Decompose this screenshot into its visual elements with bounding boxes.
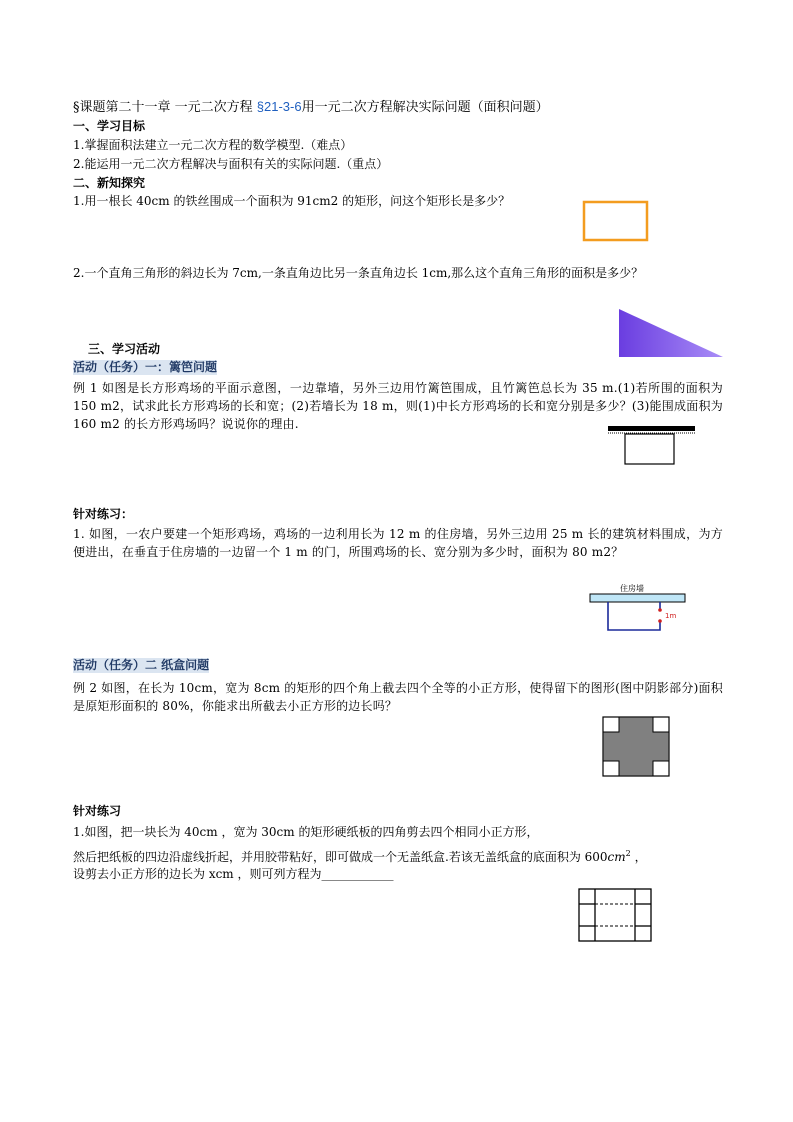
- paper-box-figure: [578, 888, 654, 944]
- answer-blank[interactable]: ____________: [321, 867, 394, 881]
- right-triangle-figure: [617, 307, 727, 360]
- chicken-coop-figure: [607, 425, 697, 467]
- door-label: 1m: [665, 612, 677, 620]
- activities-heading: 三、学习活动: [88, 342, 161, 356]
- practice2-line-3: 设剪去小正方形的边长为 xcm ，则可列方程为____________: [73, 867, 394, 881]
- task2-label: 活动（任务）二 纸盒问题: [73, 658, 210, 672]
- cut-corners-figure: [602, 716, 672, 778]
- goal-item-1: 1.掌握面积法建立一元二次方程的数学模型.（难点）: [73, 138, 353, 152]
- practice2-line-2: 然后把纸板的四边沿虚线折起，并用胶带粘好，即可做成一个无盖纸盒.若该无盖纸盒的底面积为 $600cm^2$ ，: [73, 849, 647, 864]
- practice1-text: 1. 如图，一农户要建一个矩形鸡场，鸡场的一边利用长为 12 m 的住房墙，另外三边用 25 m 长的建筑材料围成，为方便进出，在垂直于住房墙的一边留一个 1 m 的门，所围鸡场的长、宽分别为多少时，面积为 80 m2？: [73, 527, 723, 559]
- title-section: §21-3-6: [256, 99, 302, 114]
- practice1-label: 针对练习：: [73, 507, 134, 521]
- title-prefix: §课题第二十一章 一元二次方程: [73, 100, 257, 115]
- explore-question-2: 2.一个直角三角形的斜边长为 7cm,一条直角边比另一条直角边长 1cm,那么这个直角三角形的面积是多少？: [73, 266, 644, 280]
- wall-label: 住房墙: [620, 584, 644, 593]
- explore-heading: 二、新知探究: [73, 176, 146, 190]
- house-wall-coop-figure: [588, 582, 688, 634]
- example-1: 例 1 如图是长方形鸡场的平面示意图，一边靠墙，另外三边用竹篱笆围成，且竹篱笆总长为 35 m.(1)若所围的面积为 150 m2，试求此长方形鸡场的长和宽；(2)若墙长为 18 m，则(1)中长方形鸡场的长和宽分别是多少？(3)能围成面积为 160 m2 的长方形鸡场吗？说说你的理由.: [73, 381, 723, 431]
- page-title: [73, 99, 549, 115]
- goal-item-2: 2.能运用一元二次方程解决与面积有关的实际问题.（重点）: [73, 157, 389, 171]
- goals-heading: 一、学习目标: [73, 119, 146, 133]
- task1-label: 活动（任务）一：篱笆问题: [73, 360, 218, 374]
- title-suffix: 用一元二次方程解决实际问题（面积问题）: [301, 100, 549, 115]
- practice2-label: 针对练习: [73, 804, 122, 818]
- explore-question-1: 1.用一根长 40cm 的铁丝围成一个面积为 91cm2 的矩形，问这个矩形长是多少？: [73, 194, 511, 208]
- rectangle-figure: [582, 200, 650, 244]
- example-2: 例 2 如图，在长为 10cm，宽为 8cm 的矩形的四个角上截去四个全等的小正方形，使得留下的图形(图中阴影部分)面积是原矩形面积的 80%，你能求出所截去小正方形的边长吗？: [73, 681, 723, 713]
- practice2-line-1: 1.如图，把一块长为 40cm ，宽为 30cm 的矩形硬纸板的四角剪去四个相同小正方形，: [73, 825, 539, 839]
